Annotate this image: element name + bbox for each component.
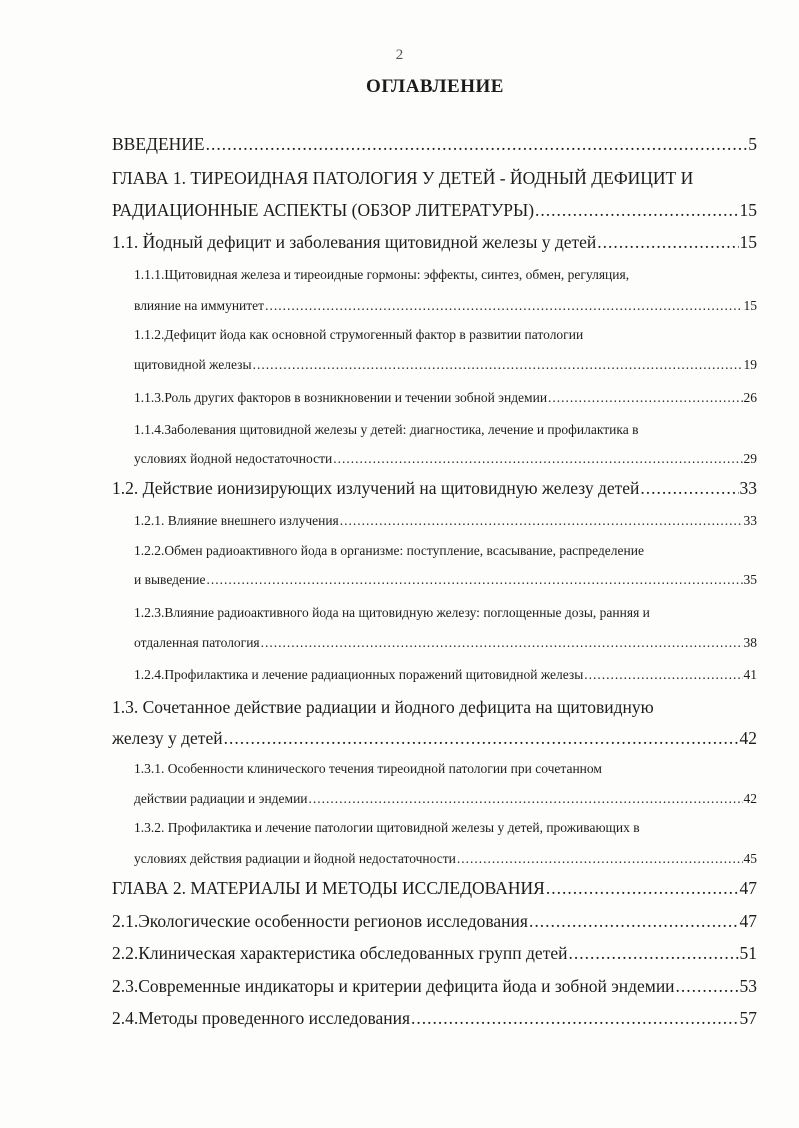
toc-entry-title: 1.2.1. Влияние внешнего излучения: [134, 513, 339, 528]
toc-entry[interactable]: [112, 878, 757, 908]
dot-leader: [546, 878, 739, 899]
toc-entry-title: 1.1.1.Щитовидная железа и тиреоидные гормоны: эффекты, синтез, обмен, регуляция,: [134, 267, 630, 282]
toc-page-number: 51: [739, 943, 757, 963]
toc-entry-title: ВВЕДЕНИЕ: [112, 134, 205, 154]
toc-entry[interactable]: [134, 390, 757, 416]
dot-leader: [584, 667, 742, 683]
toc-entry-title: 1.2.4.Профилактика и лечение радиационных поражений щитовидной железы: [134, 667, 584, 682]
dot-leader: [253, 357, 743, 373]
toc-entry[interactable]: [112, 200, 757, 230]
toc-entry[interactable]: [112, 478, 757, 508]
toc-page-number: 15: [739, 232, 757, 252]
toc-entry-title: 1.3.1. Особенности клинического течения тиреоидной патологии при сочетанном: [134, 761, 602, 776]
toc-entry-title: действии радиации и эндемии: [134, 791, 308, 806]
toc-entry-title: отдаленная патология: [134, 635, 260, 650]
toc-entry[interactable]: [134, 635, 757, 661]
dot-leader: [340, 513, 743, 529]
toc-page-number: 41: [743, 667, 757, 682]
dot-leader: [568, 943, 738, 964]
toc-page-number: 38: [743, 635, 757, 650]
dot-leader: [457, 851, 743, 867]
toc-entry-title: 1.2.3.Влияние радиоактивного йода на щитовидную железу: поглощенные дозы, ранняя и: [134, 605, 650, 620]
toc-page-number: 45: [743, 851, 757, 866]
toc-entry-title: 1.1.3.Роль других факторов в возникновении и течении зобной эндемии: [134, 390, 548, 405]
toc-page-number: 29: [743, 451, 757, 466]
toc-entry-title: ГЛАВА 1. ТИРЕОИДНАЯ ПАТОЛОГИЯ У ДЕТЕЙ - ЙОДНЫЙ ДЕФИЦИТ И: [112, 168, 694, 188]
page-number: 2: [395, 47, 404, 63]
dot-leader: [535, 200, 738, 221]
toc-page-number: 42: [743, 791, 757, 806]
toc-page-number: 47: [739, 878, 757, 898]
toc-entry[interactable]: [134, 357, 757, 383]
toc-entry-title: 1.3.2. Профилактика и лечение патологии щитовидной железы у детей, проживающих в: [134, 820, 640, 835]
toc-entry[interactable]: [134, 513, 757, 539]
toc-page-number: 42: [739, 728, 757, 748]
toc-entry-title: 2.2.Клиническая характеристика обследованных групп детей: [112, 943, 568, 963]
toc-entry[interactable]: [112, 943, 757, 973]
toc-entry[interactable]: [112, 911, 757, 941]
toc-page-number: 47: [739, 911, 757, 931]
toc-entry-title: 1.1.4.Заболевания щитовидной железы у детей: диагностика, лечение и профилактика в: [134, 422, 639, 437]
toc-entry[interactable]: [134, 572, 757, 598]
toc-entry[interactable]: [112, 1008, 757, 1038]
dot-leader: [676, 976, 739, 997]
toc-entry[interactable]: [112, 728, 757, 758]
toc-entry-title: и выведение: [134, 572, 206, 587]
toc-entry[interactable]: [134, 298, 757, 324]
dot-leader: [411, 1008, 738, 1029]
toc-entry-title: РАДИАЦИОННЫЕ АСПЕКТЫ (ОБЗОР ЛИТЕРАТУРЫ): [112, 200, 535, 220]
toc-page-number: 19: [743, 357, 757, 372]
toc-entry[interactable]: [134, 851, 757, 877]
dot-leader: [309, 791, 743, 807]
toc-entry[interactable]: [112, 134, 757, 164]
toc-page-number: 26: [743, 390, 757, 405]
toc-entry-title: щитовидной железы: [134, 357, 252, 372]
dot-leader: [206, 134, 748, 155]
toc-page-number: 53: [739, 976, 757, 996]
dot-leader: [261, 635, 743, 651]
toc-entry-title: условиях действия радиации и йодной недостаточности: [134, 851, 456, 866]
toc-page-number: 33: [743, 513, 757, 528]
toc-title: ОГЛАВЛЕНИЕ: [366, 76, 504, 97]
toc-entry[interactable]: [112, 976, 757, 1006]
toc-entry[interactable]: [134, 667, 757, 693]
dot-leader: [597, 232, 738, 253]
toc-entry-title: 1.3. Сочетанное действие радиации и йодного дефицита на щитовидную: [112, 697, 654, 717]
toc-page-number: 33: [739, 478, 757, 498]
toc-entry-title: условиях йодной недостаточности: [134, 451, 333, 466]
dot-leader: [333, 451, 742, 467]
dot-leader: [529, 911, 739, 932]
toc-page-number: 57: [739, 1008, 757, 1028]
toc-entry-title: ГЛАВА 2. МАТЕРИАЛЫ И МЕТОДЫ ИССЛЕДОВАНИЯ: [112, 878, 545, 898]
dot-leader: [640, 478, 738, 499]
toc-entry[interactable]: [134, 791, 757, 817]
toc-entry-title: влияние на иммунитет: [134, 298, 265, 313]
toc-page-number: 35: [743, 572, 757, 587]
dot-leader: [265, 298, 742, 314]
toc-entry[interactable]: [134, 451, 757, 477]
toc-entry-title: 1.1.2.Дефицит йода как основной струмогенный фактор в развитии патологии: [134, 327, 584, 342]
dot-leader: [224, 728, 739, 749]
toc-entry-title: 1.2.2.Обмен радиоактивного йода в организме: поступление, всасывание, распределение: [134, 543, 644, 558]
dot-leader: [206, 572, 742, 588]
toc-entry-title: железу у детей: [112, 728, 223, 748]
toc-page-number: 5: [748, 134, 757, 154]
toc-page-number: 15: [743, 298, 757, 313]
toc-entry-title: 1.1. Йодный дефицит и заболевания щитовидной железы у детей: [112, 232, 597, 252]
toc-entry-title: 2.4.Методы проведенного исследования: [112, 1008, 411, 1028]
toc-entry-title: 2.3.Современные индикаторы и критерии дефицита йода и зобной эндемии: [112, 976, 675, 996]
toc-entry-title: 1.2. Действие ионизирующих излучений на щитовидную железу детей: [112, 478, 640, 498]
toc-page-number: 15: [739, 200, 757, 220]
toc-entry[interactable]: [112, 232, 757, 262]
toc-entry-title: 2.1.Экологические особенности регионов исследования: [112, 911, 528, 931]
dot-leader: [548, 390, 742, 406]
